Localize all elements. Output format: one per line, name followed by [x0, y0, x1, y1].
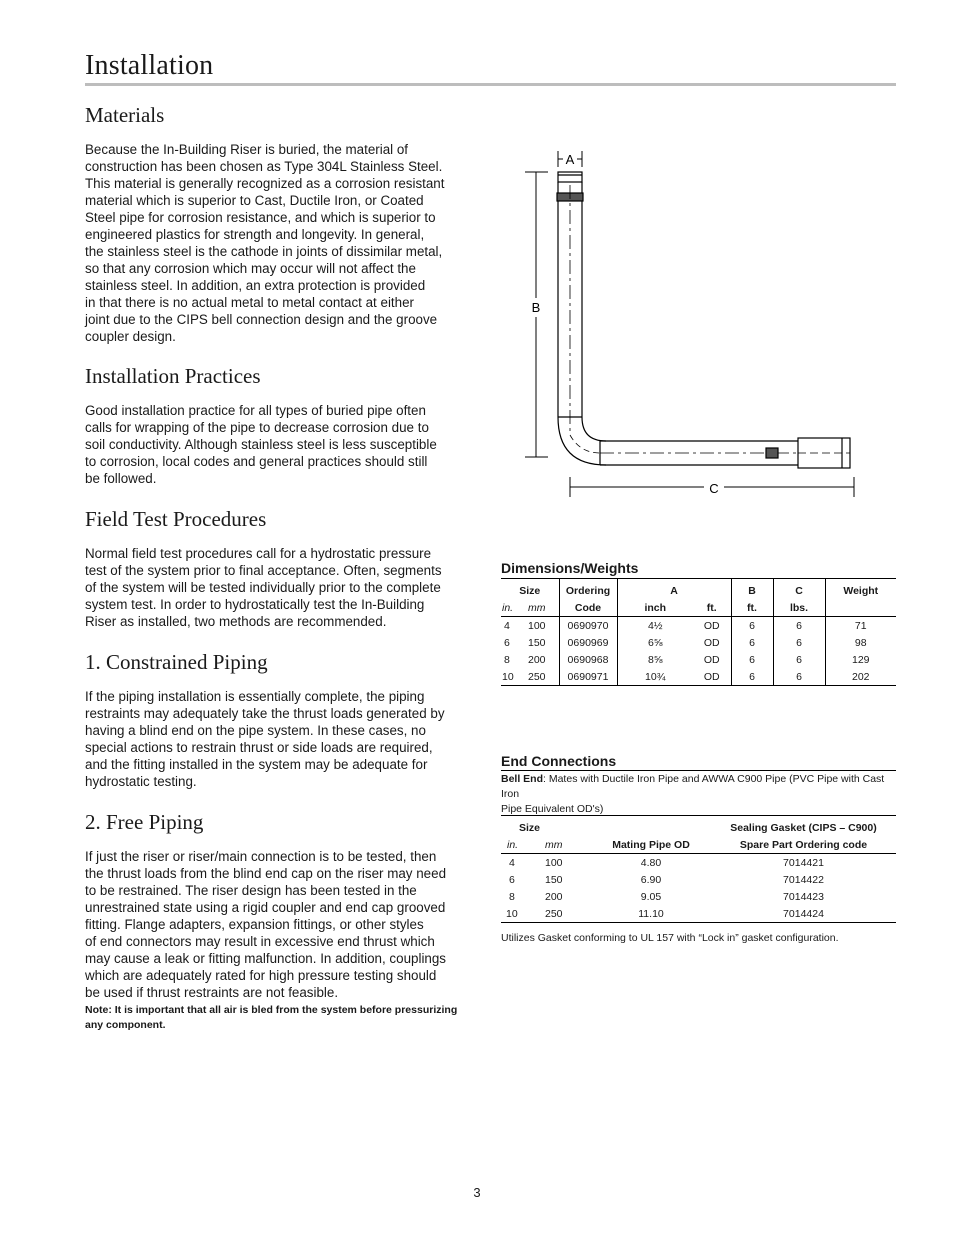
end-connections-table — [501, 815, 896, 923]
table-row: 6 150 6.90 7014422 — [509, 873, 824, 886]
col-inch: inch — [617, 599, 693, 617]
col-mm: mm — [515, 599, 559, 617]
table-row: 4 100 4.80 7014421 — [509, 856, 824, 869]
col-sealing-gasket: Sealing Gasket (CIPS – C900) — [730, 821, 877, 834]
dim-b-label: B — [531, 300, 541, 315]
title-rule — [85, 83, 896, 86]
dimensions-heading: Dimensions/Weights — [501, 560, 639, 576]
dim-a-label: A — [565, 152, 575, 167]
end-connections-rule — [501, 770, 896, 771]
col-ordering: Ordering — [559, 579, 617, 600]
col-c-lbs: lbs. — [773, 599, 825, 617]
page-number: 3 — [473, 1185, 481, 1200]
field-test-paragraph: Normal field test procedures call for a hydrostatic pressure test of the system prior to final acceptance. Often, segments of the system will be tested individually prior to the complete system test. In order to hydrostatically test the In-Building Riser as installed, two methods are recommended. — [85, 546, 442, 629]
table-row: 8 200 0690968 8⅝ OD 6 6 129 — [501, 651, 896, 668]
col-a: A — [617, 579, 731, 600]
col-size: Size — [519, 584, 541, 597]
col-in: in. — [501, 599, 515, 617]
end-connections-heading: End Connections — [501, 753, 617, 769]
table-row: 8 200 9.05 7014423 — [509, 890, 824, 903]
bell-end-text: Bell End: Mates with Ductile Iron Pipe and AWWA C900 Pipe (PVC Pipe with Cast Iron Pipe Equivalent OD's) — [501, 773, 885, 815]
free-paragraph: If just the riser or riser/main connection is to be tested, then the thrust loads from the blind end cap on the riser may need to be restrained. The riser design has been tested in the unrestrained state using a rigid coupler and end cap grooved fitting. Flange adapters, expansion fittings, or other styles of end connectors may result in excessive end thrust which may cause a leak or fitting malfunction. In addition, couplings which are adequately rated for high pressure testing should be used if thrust restraints are not feasible. — [85, 849, 447, 1000]
practices-heading: Installation Practices — [85, 364, 261, 388]
free-heading: 2. Free Piping — [85, 810, 204, 834]
table-row: 4 100 0690970 4½ OD 6 6 71 — [501, 617, 896, 635]
col-weight: Weight — [825, 579, 896, 600]
field-test-heading: Field Test Procedures — [85, 507, 267, 531]
free-note: Note: It is important that all air is bled from the system before pressurizing any component. — [85, 1004, 458, 1031]
col-mating-od: Mating Pipe OD — [591, 836, 711, 854]
col-in: in. — [501, 836, 525, 854]
table-row: 10 250 11.10 7014424 — [501, 905, 896, 923]
dim-c-label: C — [709, 481, 719, 496]
page-title: Installation — [85, 50, 214, 81]
constrained-heading: 1. Constrained Piping — [85, 650, 268, 674]
dimensions-table — [501, 578, 896, 686]
practices-paragraph: Good installation practice for all types of buried pipe often calls for wrapping of the pipe to decrease corrosion due to soil conductivity. Although stainless steel is less susceptible to corrosion, local codes and general practices should still be followed. — [85, 403, 437, 486]
materials-heading: Materials — [85, 103, 165, 127]
table-row: 6 150 0690969 6⅝ OD 6 6 98 — [501, 634, 896, 651]
col-c: C — [773, 579, 825, 600]
col-size: Size — [519, 821, 541, 834]
table-row: 10 250 0690971 10¾ OD 6 6 202 — [501, 668, 896, 686]
materials-paragraph: Because the In-Building Riser is buried, the material of construction has been chosen as Type 304L Stainless Steel. This material is generally recognized as a corrosion resistant material which is superior to Cast, Ductile Iron, or Coated Steel pipe for corrosion resistance, and which is superior to engineered plastics for strength and longevity. In general, the stainless steel is the cathode in joints of dissimilar metal, so that any corrosion which may occur will not affect the stainless steel. In addition, an extra protection is provided in that there is no actual metal to metal contact at either joint due to the CIPS bell connection design and the groove coupler design. — [85, 142, 445, 344]
riser-pipe — [557, 172, 850, 468]
constrained-paragraph: If the piping installation is essentially complete, the piping restraints may adequately take the thrust loads generated by having a blind end on the pipe system. In these cases, no special actions to restrain thrust or side loads are required, and the fitting installed in the system may be adequate for hydrostatic testing. — [85, 689, 445, 789]
col-code: Code — [559, 599, 617, 617]
gasket-footnote: Utilizes Gasket conforming to UL 157 with “Lock in” gasket configuration. — [501, 932, 839, 944]
col-mm: mm — [525, 836, 591, 854]
col-ft: ft. — [693, 599, 731, 617]
riser-pipe-diagram — [520, 145, 865, 505]
col-b-ft: ft. — [731, 599, 773, 617]
col-b: B — [731, 579, 773, 600]
col-spare-part: Spare Part Ordering code — [711, 836, 896, 854]
